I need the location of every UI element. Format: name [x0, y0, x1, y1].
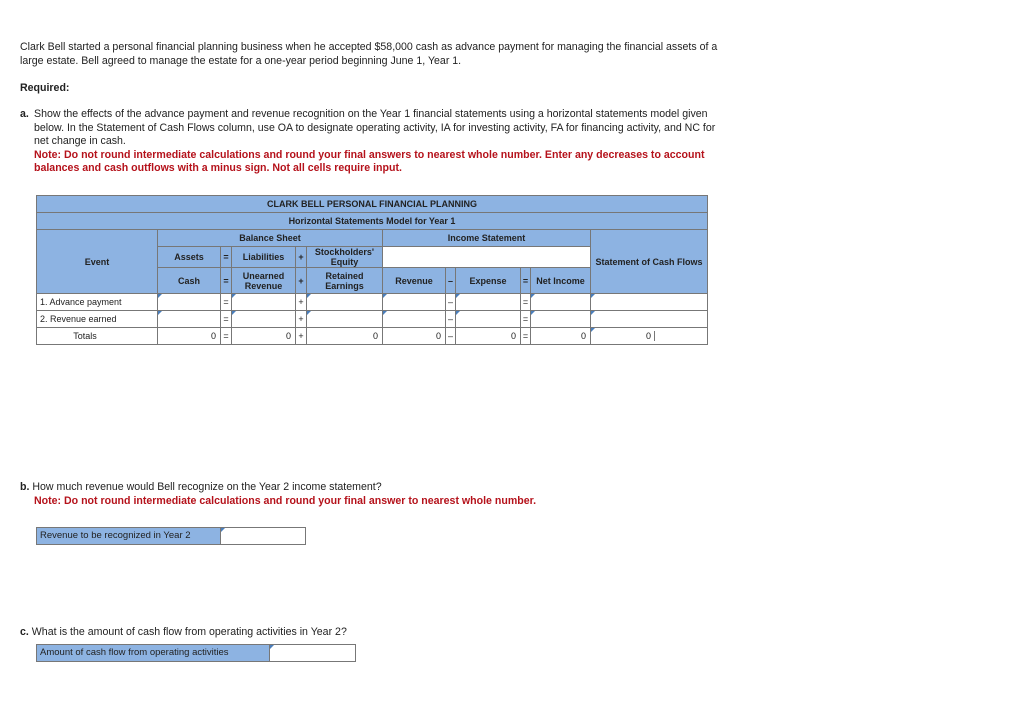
unearned-revenue-input[interactable] [232, 311, 296, 328]
plus-op: + [296, 311, 307, 328]
expense-equals-op: = [521, 268, 531, 294]
total-retained-earnings: 0 [307, 328, 383, 345]
retained-earnings-input[interactable] [307, 311, 383, 328]
net-income-input[interactable] [531, 311, 591, 328]
unearned-revenue-header: Unearned Revenue [232, 268, 296, 294]
total-unearned-revenue: 0 [232, 328, 296, 345]
revenue-input[interactable] [383, 311, 446, 328]
equals-op: = [221, 311, 232, 328]
revenue-year2-field [36, 527, 306, 545]
table-row [37, 294, 708, 311]
unearned-plus-op: + [296, 268, 307, 294]
net-income-input[interactable] [531, 294, 591, 311]
retained-earnings-input[interactable] [307, 294, 383, 311]
minus-op: – [446, 294, 456, 311]
totals-row [37, 328, 708, 345]
total-net-income: 0 [531, 328, 591, 345]
liabilities-plus-op: + [296, 247, 307, 268]
problem-intro: Clark Bell started a personal financial planning business when he accepted $58,000 cash as advance payment for managing the financial assets of a large estate. Bell agreed to manage the estate for a one-year period beginning June 1, Year 1. [20, 41, 718, 67]
event-header: Event [37, 230, 158, 294]
part-b-label: b. [20, 481, 30, 493]
equity-header: Stockholders' Equity [307, 247, 383, 268]
totals-label: Totals [37, 328, 158, 345]
total-revenue: 0 [383, 328, 446, 345]
plus-op: + [296, 328, 307, 345]
required-heading: Required: [20, 82, 70, 94]
total-expense: 0 [456, 328, 521, 345]
part-b-note: Note: Do not round intermediate calculations and round your final answer to nearest whole number. [34, 494, 537, 507]
part-c-question [20, 626, 720, 640]
part-a-text: Show the effects of the advance payment and revenue recognition on the Year 1 financial statements using a horizontal statements model given below. In the Statement of Cash Flows column, use OA to designate operating activity, IA for investing activity, FA for financing activity, and NC for net change in cash. [34, 108, 716, 147]
part-b-question [20, 481, 720, 508]
expense-input[interactable] [456, 294, 521, 311]
part-a-label: a. [20, 108, 29, 120]
equals-op: = [221, 328, 232, 345]
total-cash: 0 [158, 328, 221, 345]
balance-sheet-header: Balance Sheet [158, 230, 383, 247]
event-label: 1. Advance payment [37, 294, 158, 311]
expense-header: Expense [456, 268, 521, 294]
expense-input[interactable] [456, 311, 521, 328]
assets-equals-op: = [221, 247, 232, 268]
table-subtitle: Horizontal Statements Model for Year 1 [37, 213, 708, 230]
cash-flows-header: Statement of Cash Flows [591, 230, 708, 294]
revenue-minus-op: – [446, 268, 456, 294]
minus-op: – [446, 311, 456, 328]
table-row [37, 311, 708, 328]
equals-op: = [521, 294, 531, 311]
revenue-header: Revenue [383, 268, 446, 294]
part-c-label: c. [20, 626, 29, 638]
minus-op: – [446, 328, 456, 345]
part-a-note: Note: Do not round intermediate calculations and round your final answers to nearest whole number. Enter any decreases to account balances and cash outflows with a minus sign. Not all cells require input. [34, 148, 705, 174]
cash-header: Cash [158, 268, 221, 294]
operating-cash-flow-input[interactable] [269, 645, 355, 661]
revenue-input[interactable] [383, 294, 446, 311]
assets-header: Assets [158, 247, 221, 268]
cash-equals-op: = [221, 268, 232, 294]
event-label: 2. Revenue earned [37, 311, 158, 328]
horizontal-statements-table [36, 195, 708, 345]
cash-input[interactable] [158, 311, 221, 328]
retained-earnings-header: Retained Earnings [307, 268, 383, 294]
plus-op: + [296, 294, 307, 311]
operating-cash-flow-field [36, 644, 356, 662]
unearned-revenue-input[interactable] [232, 294, 296, 311]
cash-flows-input[interactable] [591, 311, 708, 328]
cash-flows-input[interactable] [591, 294, 708, 311]
equals-op: = [521, 328, 531, 345]
revenue-year2-input[interactable] [220, 528, 305, 544]
table-title: CLARK BELL PERSONAL FINANCIAL PLANNING [37, 196, 708, 213]
part-a-question [20, 108, 720, 176]
equals-op: = [221, 294, 232, 311]
total-cash-flows[interactable]: 0 [591, 328, 708, 345]
income-statement-header: Income Statement [383, 230, 591, 247]
cash-input[interactable] [158, 294, 221, 311]
liabilities-header: Liabilities [232, 247, 296, 268]
net-income-header: Net Income [531, 268, 591, 294]
revenue-year2-label: Revenue to be recognized in Year 2 [37, 528, 220, 544]
equals-op: = [521, 311, 531, 328]
part-b-text: How much revenue would Bell recognize on the Year 2 income statement? [32, 481, 382, 493]
part-c-text: What is the amount of cash flow from operating activities in Year 2? [31, 626, 347, 638]
operating-cash-flow-label: Amount of cash flow from operating activities [37, 645, 269, 661]
